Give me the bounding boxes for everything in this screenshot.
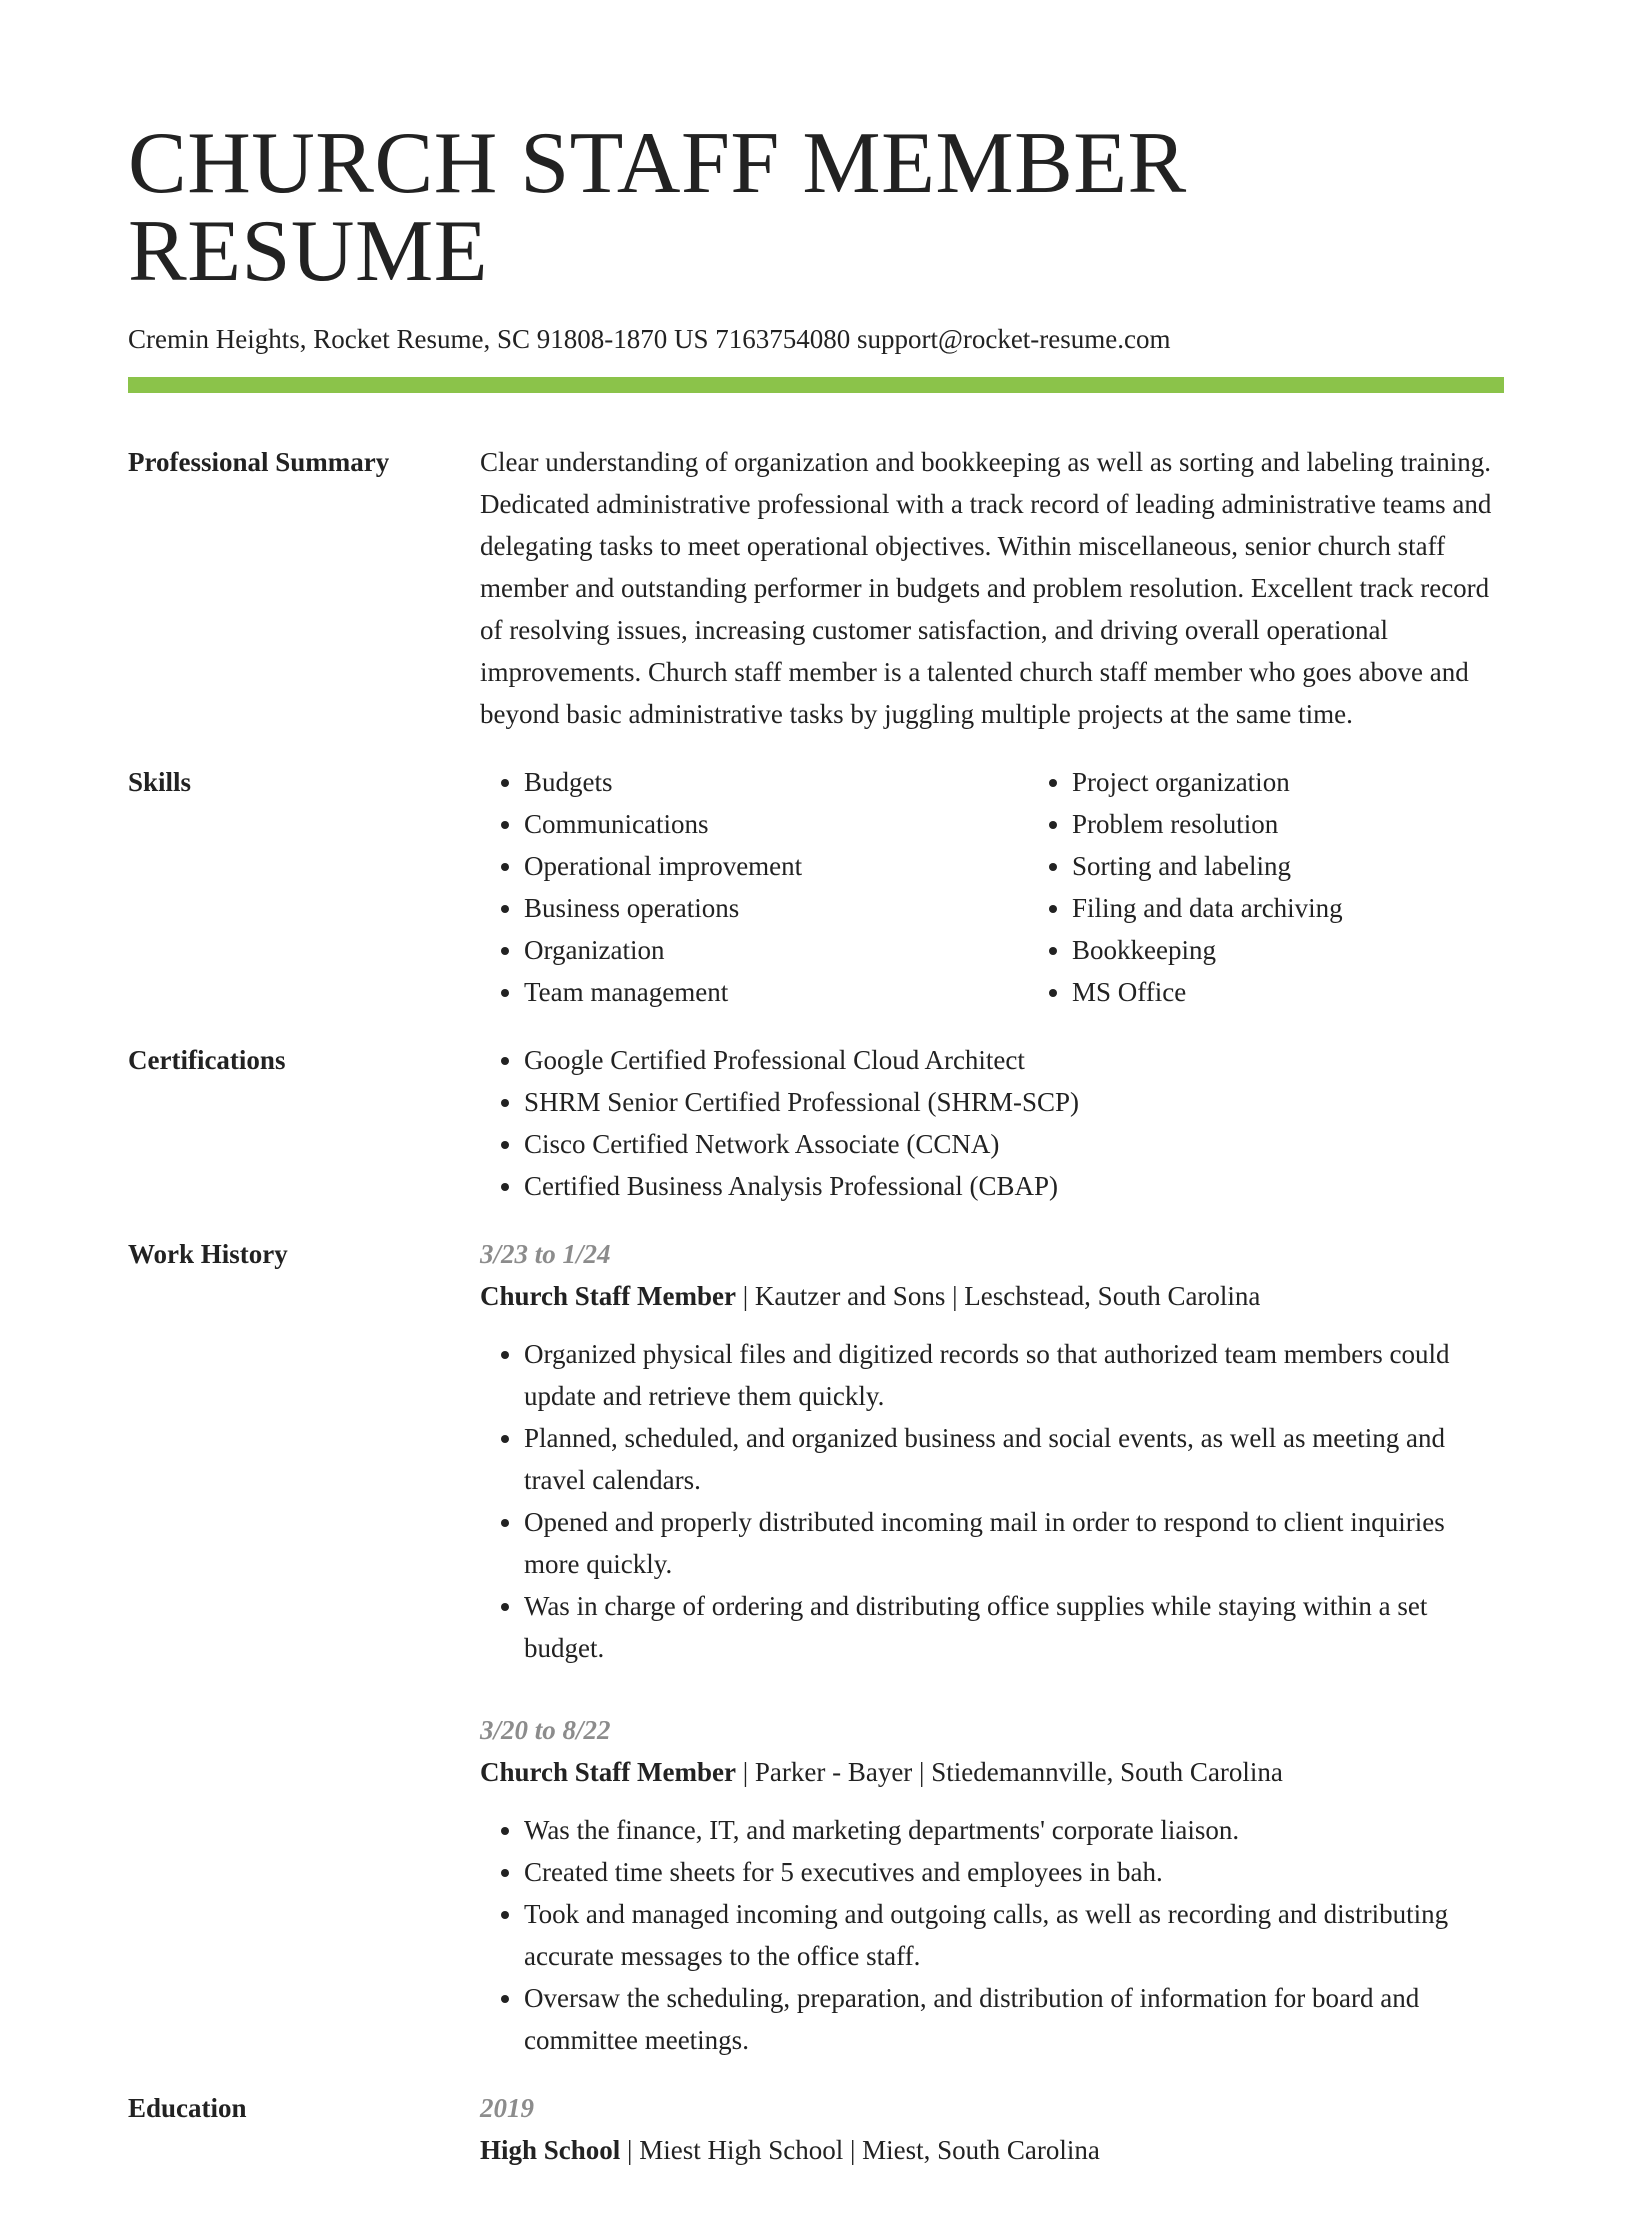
certifications-body xyxy=(480,1039,1504,1207)
summary-body xyxy=(480,441,1504,735)
certification-item: • Cisco Certified Network Associate (CCNA) xyxy=(524,1123,1504,1165)
job-entry xyxy=(480,1709,1504,2061)
education-dates: 2019 xyxy=(480,2093,534,2124)
skill-item: • Business operations xyxy=(524,887,1028,929)
summary-text: Clear understanding of organization and bookkeeping as well as sorting and labeling training. Dedicated administrative professional with a track record of leading administrative teams and delegating tasks to meet operational objectives. Within miscellaneous, senior church staff member and outstanding performer in budgets and problem resolution. Excellent track record of resolving issues, increasing customer satisfaction, and driving overall operational improvements. Church staff member is a talented church staff member who goes above and beyond basic administrative tasks by juggling multiple projects at the same time. xyxy=(480,447,1492,730)
education-section xyxy=(128,2087,1504,2187)
certification-item: • Certified Business Analysis Professional (CBAP) xyxy=(524,1165,1504,1207)
skill-item: • Team management xyxy=(524,971,1028,1013)
education-body xyxy=(480,2087,1504,2187)
job-heading xyxy=(480,1751,1504,1793)
skill-item: • Operational improvement xyxy=(524,845,1028,887)
skills-list-left xyxy=(480,761,1028,1013)
job-bullet: • Oversaw the scheduling, preparation, and distribution of information for board and committee meetings. xyxy=(524,1977,1504,2061)
job-bullet: • Took and managed incoming and outgoing calls, as well as recording and distributing accurate messages to the office staff. xyxy=(524,1893,1504,1977)
skills-body xyxy=(480,761,1576,1013)
page-title: CHURCH STAFF MEMBER RESUME xyxy=(128,115,1187,300)
job-bullet: • Organized physical files and digitized records so that authorized team members could update and retrieve them quickly. xyxy=(524,1333,1504,1417)
job-bullets xyxy=(480,1809,1504,2061)
skill-item: • Sorting and labeling xyxy=(1072,845,1576,887)
job-heading xyxy=(480,1275,1504,1317)
job-bullets xyxy=(480,1333,1504,1669)
work-history-section xyxy=(128,1233,1504,2061)
skill-item: • Communications xyxy=(524,803,1028,845)
certifications-section xyxy=(128,1039,1504,1207)
job-dates: 3/23 to 1/24 xyxy=(480,1239,611,1270)
section-label-education: Education xyxy=(128,2093,247,2124)
job-dates: 3/20 to 8/22 xyxy=(480,1715,611,1746)
skills-list-right xyxy=(1028,761,1576,1013)
education-heading xyxy=(480,2129,1504,2171)
job-bullet: • Created time sheets for 5 executives and employees in bah. xyxy=(524,1851,1504,1893)
skill-item: • Budgets xyxy=(524,761,1028,803)
certification-item: • SHRM Senior Certified Professional (SHRM-SCP) xyxy=(524,1081,1504,1123)
job-bullet: • Was in charge of ordering and distributing office supplies while staying within a set budget. xyxy=(524,1585,1504,1669)
job-title: Church Staff Member xyxy=(480,1281,736,1312)
skill-item: • Filing and data archiving xyxy=(1072,887,1576,929)
job-details: | Parker - Bayer | Stiedemannville, South Carolina xyxy=(735,1757,1283,1788)
job-details: | Kautzer and Sons | Leschstead, South Carolina xyxy=(735,1281,1261,1312)
skill-item: • Problem resolution xyxy=(1072,803,1576,845)
job-entry xyxy=(480,1233,1504,1669)
certification-item: • Google Certified Professional Cloud Architect xyxy=(524,1039,1504,1081)
skill-item: • Project organization xyxy=(1072,761,1576,803)
skills-section xyxy=(128,761,1504,1013)
skill-item: • Organization xyxy=(524,929,1028,971)
summary-section xyxy=(128,441,1504,735)
skill-item: • Bookkeeping xyxy=(1072,929,1576,971)
section-label-work-history: Work History xyxy=(128,1239,288,1270)
job-title: Church Staff Member xyxy=(480,1757,736,1788)
job-bullet: • Opened and properly distributed incoming mail in order to respond to client inquiries more quickly. xyxy=(524,1501,1504,1585)
section-label-summary: Professional Summary xyxy=(128,447,390,478)
job-bullet: • Planned, scheduled, and organized business and social events, as well as meeting and travel calendars. xyxy=(524,1417,1504,1501)
accent-divider xyxy=(128,377,1504,393)
education-title: High School xyxy=(480,2135,621,2166)
resume-page xyxy=(128,115,1504,2213)
job-bullet: • Was the finance, IT, and marketing departments' corporate liaison. xyxy=(524,1809,1504,1851)
section-label-skills: Skills xyxy=(128,767,192,798)
section-label-certifications: Certifications xyxy=(128,1045,286,1076)
skill-item: • MS Office xyxy=(1072,971,1576,1013)
certifications-list xyxy=(480,1039,1504,1207)
education-details: | Miest High School | Miest, South Carolina xyxy=(620,2135,1100,2166)
contact-line: Cremin Heights, Rocket Resume, SC 91808-1870 US 7163754080 support@rocket-resume.com xyxy=(128,324,1171,354)
work-history-body xyxy=(480,1233,1504,2061)
